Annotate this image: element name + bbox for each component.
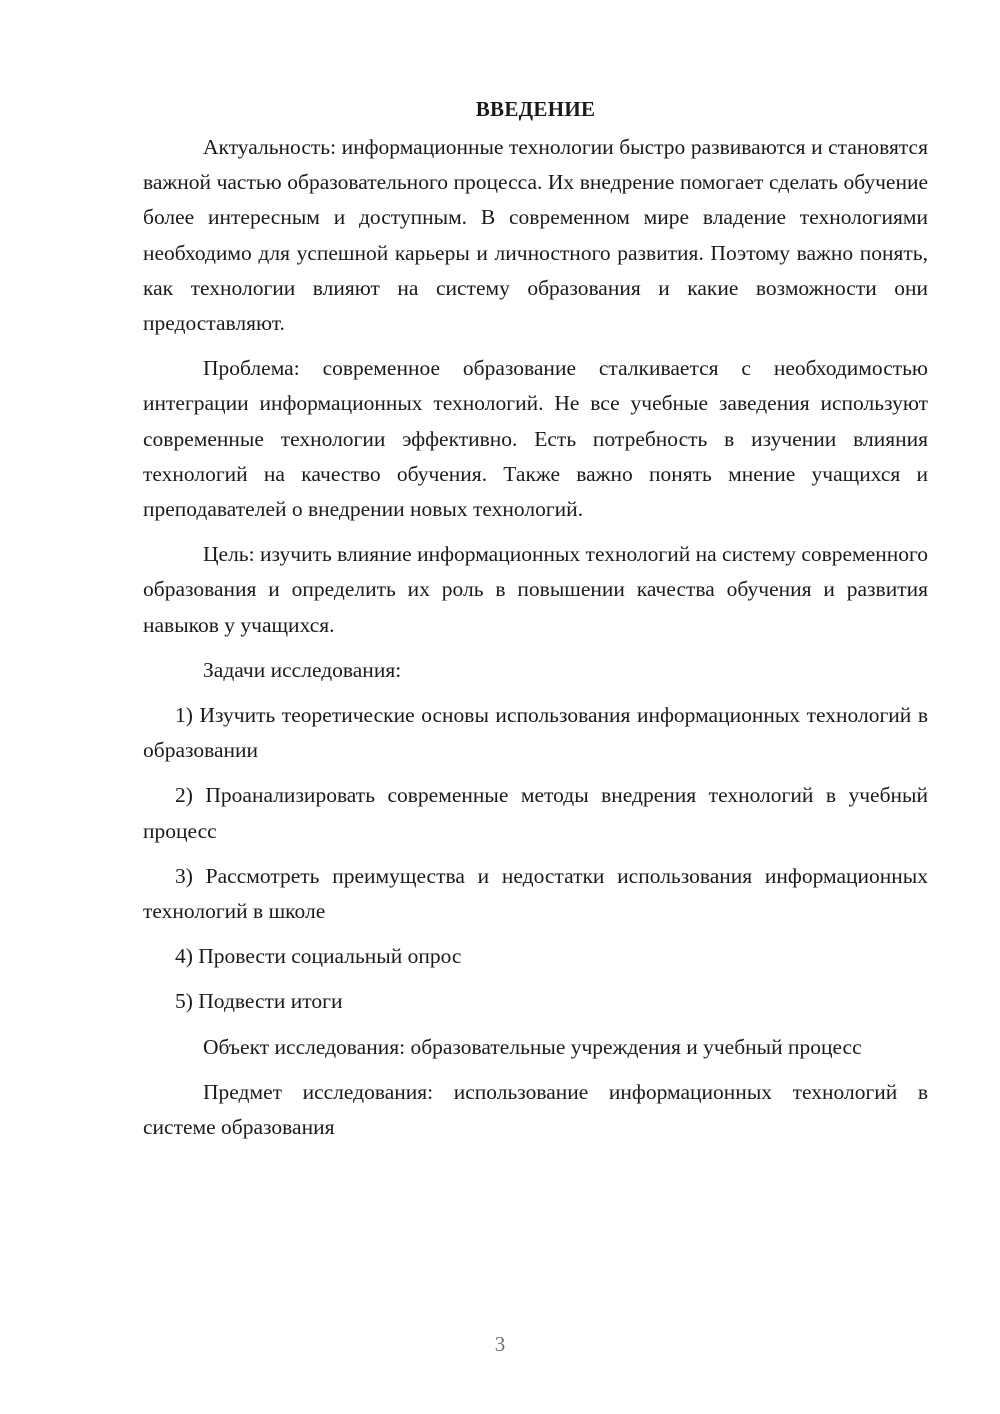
list-item: 1) Изучить теоретические основы использования информационных технологий в образовании [143,703,928,763]
document-page [143,92,928,1145]
list-item: 5) Подвести итоги [175,989,343,1014]
relevance-paragraph: Актуальность: информационные технологии быстро развиваются и становятся важной частью образовательного процесса. Их внедрение помогает сделать обучение более интересным и доступным. В современном мире владение технологиями необходимо для успешной карьеры и личностного развития. Поэтому важно понять, как технологии влияют на систему образования и какие возможности они предоставляют. [143,135,928,336]
problem-paragraph: Проблема: современное образование сталкивается с необходимостью интеграции информационных технологий. Не все учебные заведения используют современные технологии эффективно. Есть потребность в изучении влияния технологий на качество обучения. Также важно понять мнение учащихся и преподавателей о внедрении новых технологий. [143,356,928,522]
page-title: ВВЕДЕНИЕ [475,97,596,121]
list-item: 4) Провести социальный опрос [175,944,462,969]
list-item: 3) Рассмотреть преимущества и недостатки использования информационных технологий в школе [143,863,928,924]
tasks-heading: Задачи исследования: [203,657,402,682]
page-number: 3 [494,1332,506,1356]
list-item: 2) Проанализировать современные методы внедрения технологий в учебный процесс [143,783,928,843]
tasks-list [143,698,928,1020]
subject-paragraph: Предмет исследования: использование информационных технологий в системе образования [143,1079,928,1140]
goal-paragraph: Цель: изучить влияние информационных технологий на систему современного образования и определить их роль в повышении качества обучения и развития навыков у учащихся. [143,542,928,637]
object-paragraph: Объект исследования: образовательные учреждения и учебный процесс [203,1034,862,1059]
